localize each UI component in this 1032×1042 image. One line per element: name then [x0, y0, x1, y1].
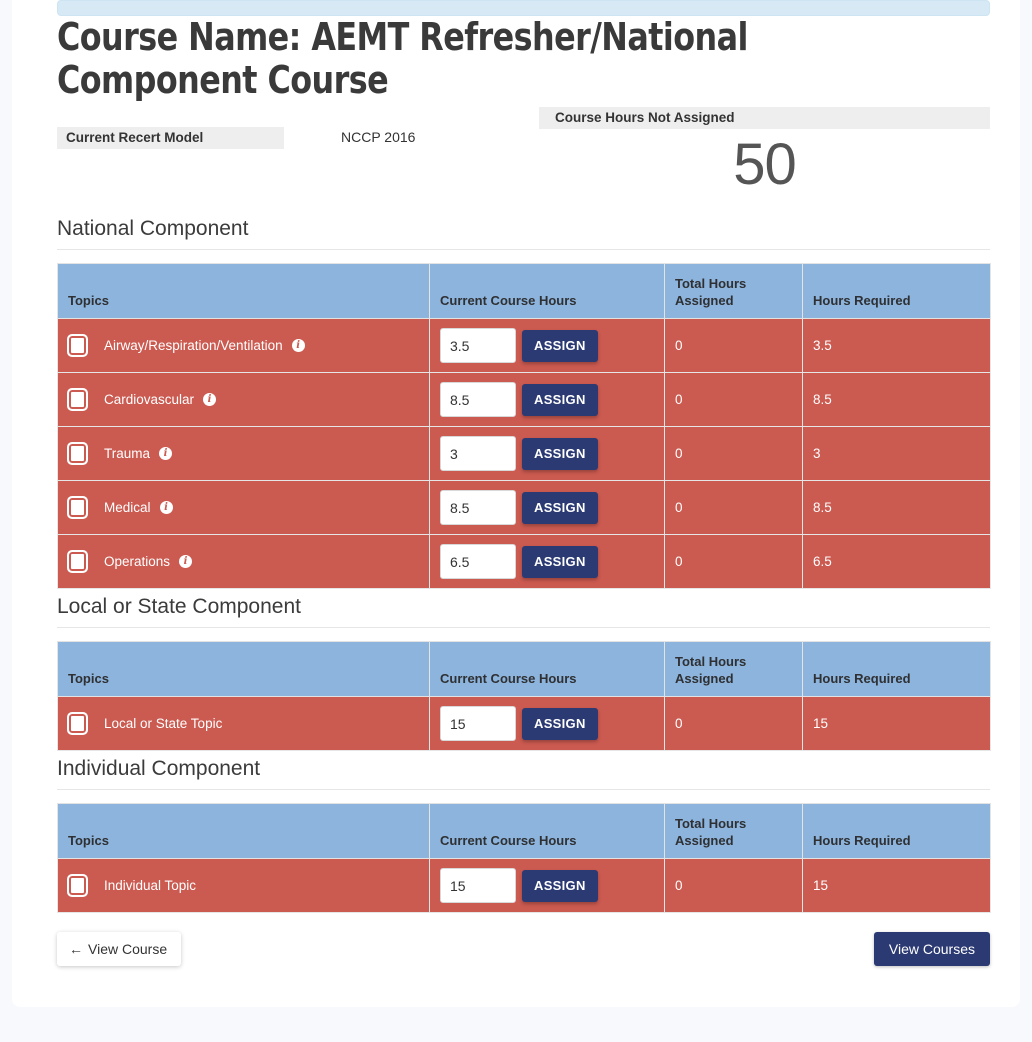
- info-icon[interactable]: i: [203, 393, 216, 406]
- current-course-hours-input[interactable]: [440, 436, 516, 471]
- assign-button[interactable]: ASSIGN: [522, 438, 598, 470]
- assign-button[interactable]: ASSIGN: [522, 546, 598, 578]
- hours-required-cell: 8.5: [803, 481, 991, 535]
- back-arrow-icon: ←: [69, 941, 83, 958]
- column-header-topics: Topics: [58, 642, 430, 697]
- current-course-hours-cell: [430, 697, 665, 751]
- hours-required-cell: 3.5: [803, 319, 991, 373]
- assign-button[interactable]: ASSIGN: [522, 708, 598, 740]
- component-section: [57, 217, 990, 589]
- topic-checkbox[interactable]: [67, 334, 88, 357]
- table-row: [58, 319, 991, 373]
- view-course-button-label: View Course: [88, 941, 168, 958]
- topic-label: Cardiovascular: [104, 392, 195, 408]
- table-row: [58, 535, 991, 589]
- alert-banner: [57, 0, 990, 16]
- course-meta-row: [57, 110, 990, 211]
- current-course-hours-input[interactable]: [440, 706, 516, 741]
- footer-actions: [57, 932, 990, 992]
- total-hours-assigned-cell: 0: [665, 427, 803, 481]
- topic-label: Medical: [104, 500, 151, 516]
- table-row: [58, 859, 991, 913]
- topic-cell: [58, 697, 430, 751]
- table-row: [58, 427, 991, 481]
- component-table: [57, 263, 991, 589]
- assign-button[interactable]: ASSIGN: [522, 384, 598, 416]
- topic-cell: [58, 427, 430, 481]
- current-course-hours-cell: [430, 481, 665, 535]
- column-header-topics: Topics: [58, 264, 430, 319]
- topic-cell: [58, 535, 430, 589]
- topic-label: Individual Topic: [104, 878, 197, 894]
- info-icon[interactable]: i: [159, 447, 172, 460]
- assign-button[interactable]: ASSIGN: [522, 492, 598, 524]
- topic-checkbox[interactable]: [67, 388, 88, 411]
- table-header-row: [58, 642, 991, 697]
- topic-checkbox[interactable]: [67, 874, 88, 897]
- component-section: [57, 595, 990, 751]
- info-icon[interactable]: i: [292, 339, 305, 352]
- total-hours-assigned-cell: 0: [665, 373, 803, 427]
- column-header-total-hours-assigned: Total Hours Assigned: [665, 264, 803, 319]
- table-row: [58, 373, 991, 427]
- topic-label: Local or State Topic: [104, 716, 223, 732]
- column-header-total-hours-assigned: Total Hours Assigned: [665, 642, 803, 697]
- page-card: [12, 0, 1020, 1007]
- assign-button[interactable]: ASSIGN: [522, 330, 598, 362]
- topic-label: Trauma: [104, 446, 151, 462]
- hours-required-cell: 6.5: [803, 535, 991, 589]
- view-courses-button[interactable]: [874, 932, 990, 966]
- component-table: [57, 641, 991, 751]
- topic-checkbox[interactable]: [67, 496, 88, 519]
- section-heading: National Component: [57, 217, 990, 250]
- info-icon[interactable]: i: [179, 555, 192, 568]
- column-header-current-course-hours: Current Course Hours: [430, 642, 665, 697]
- column-header-hours-required: Hours Required: [803, 804, 991, 859]
- hours-required-cell: 15: [803, 859, 991, 913]
- current-course-hours-input[interactable]: [440, 328, 516, 363]
- current-course-hours-cell: [430, 859, 665, 913]
- course-hours-not-assigned-value: 50: [733, 132, 796, 198]
- topic-cell: [58, 319, 430, 373]
- page-title: Course Name: AEMT Refresher/National Component Course: [57, 15, 748, 102]
- topic-cell: [58, 373, 430, 427]
- assign-button[interactable]: ASSIGN: [522, 870, 598, 902]
- recert-model-label: Current Recert Model: [57, 127, 284, 149]
- current-course-hours-input[interactable]: [440, 544, 516, 579]
- table-header-row: [58, 264, 991, 319]
- topic-label: Operations: [104, 554, 171, 570]
- current-course-hours-input[interactable]: [440, 868, 516, 903]
- column-header-hours-required: Hours Required: [803, 264, 991, 319]
- total-hours-assigned-cell: 0: [665, 481, 803, 535]
- table-row: [58, 481, 991, 535]
- hours-required-cell: 3: [803, 427, 991, 481]
- course-hours-not-assigned-label: Course Hours Not Assigned: [539, 107, 990, 129]
- column-header-current-course-hours: Current Course Hours: [430, 264, 665, 319]
- topic-checkbox[interactable]: [67, 442, 88, 465]
- column-header-topics: Topics: [58, 804, 430, 859]
- section-heading: Individual Component: [57, 757, 990, 790]
- hours-required-cell: 15: [803, 697, 991, 751]
- info-icon[interactable]: i: [160, 501, 173, 514]
- topic-cell: [58, 481, 430, 535]
- table-row: [58, 697, 991, 751]
- topic-checkbox[interactable]: [67, 712, 88, 735]
- recert-model-value: NCCP 2016: [341, 129, 416, 146]
- topic-checkbox[interactable]: [67, 550, 88, 573]
- current-course-hours-cell: [430, 535, 665, 589]
- page-content: [57, 16, 990, 992]
- component-sections: [57, 217, 990, 913]
- column-header-hours-required: Hours Required: [803, 642, 991, 697]
- view-course-button[interactable]: [57, 932, 181, 966]
- view-courses-button-label: View Courses: [888, 941, 975, 958]
- component-table: [57, 803, 991, 913]
- total-hours-assigned-cell: 0: [665, 319, 803, 373]
- hours-required-cell: 8.5: [803, 373, 991, 427]
- column-header-total-hours-assigned: Total Hours Assigned: [665, 804, 803, 859]
- current-course-hours-input[interactable]: [440, 382, 516, 417]
- topic-cell: [58, 859, 430, 913]
- current-course-hours-cell: [430, 373, 665, 427]
- section-heading: Local or State Component: [57, 595, 990, 628]
- current-course-hours-cell: [430, 319, 665, 373]
- total-hours-assigned-cell: 0: [665, 697, 803, 751]
- total-hours-assigned-cell: 0: [665, 535, 803, 589]
- course-hours-not-assigned-panel: [539, 107, 990, 197]
- total-hours-assigned-cell: 0: [665, 859, 803, 913]
- column-header-current-course-hours: Current Course Hours: [430, 804, 665, 859]
- topic-label: Airway/Respiration/Ventilation: [104, 338, 283, 354]
- table-header-row: [58, 804, 991, 859]
- component-section: [57, 757, 990, 913]
- current-course-hours-input[interactable]: [440, 490, 516, 525]
- current-course-hours-cell: [430, 427, 665, 481]
